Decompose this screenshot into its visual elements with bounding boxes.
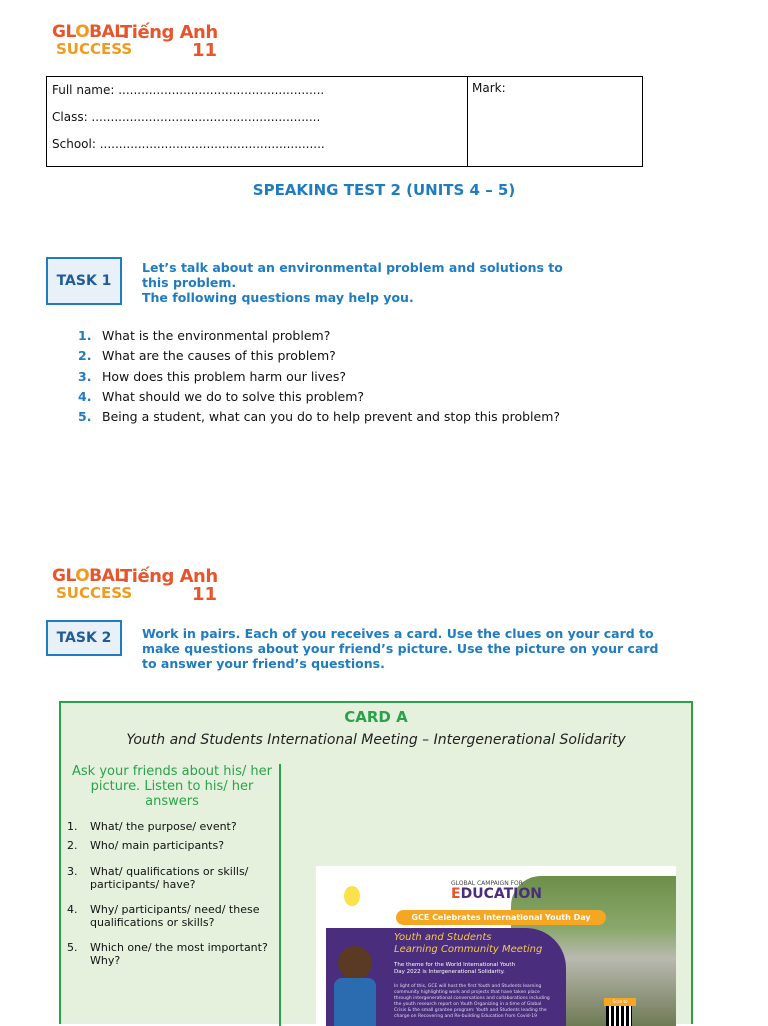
logo-product: Tiếng Anh bbox=[120, 22, 218, 43]
register-label: Scan to bbox=[604, 998, 636, 1006]
card-title: CARD A bbox=[344, 708, 408, 726]
mark-label: Mark: bbox=[472, 81, 506, 95]
card-clues-panel: Ask your friends about his/ her picture. Listen to his/ her answers 1. What/ the purpose/ event? 2. Who/ main participants? 3. What/ qualifications or skills/ participants/ have? 4. Why/ participants/ need/ these qualifications or skills? 5. Which one/ the most important? Why? bbox=[61, 764, 281, 1026]
logo-product: Tiếng Anh bbox=[120, 566, 218, 587]
task2-label: TASK 2 bbox=[46, 620, 122, 656]
poster-banner: GCE Celebrates International Youth Day bbox=[396, 910, 606, 925]
card-a bbox=[59, 701, 693, 1024]
list-item: 1. What is the environmental problem? bbox=[78, 328, 331, 343]
global-success-logo: GLOBAL SUCCESS Tiếng Anh 11 bbox=[52, 22, 218, 61]
logo-grade: 11 bbox=[192, 40, 218, 61]
education-logo: EDUCATION bbox=[451, 886, 542, 902]
card-subtitle: Youth and Students International Meeting – Intergenerational Solidarity bbox=[126, 732, 626, 748]
child-illustration bbox=[338, 946, 372, 980]
list-item: 5. Being a student, what can you do to help prevent and stop this problem? bbox=[78, 409, 561, 425]
ask-instruction: Ask your friends about his/ her picture. Listen to his/ her answers bbox=[72, 764, 272, 809]
class-field[interactable]: Class: ............................................................ bbox=[52, 110, 321, 124]
qr-code-icon bbox=[606, 1006, 632, 1026]
lightbulb-icon bbox=[344, 886, 360, 906]
school-field[interactable]: School: ........................................................... bbox=[52, 137, 325, 151]
event-poster-image: GLOBAL CAMPAIGN FOR EDUCATION GCE Celebrates International Youth Day Youth and Students Learning Community Meeting The theme for the World International Youth Day 2022 is Intergenerational Solidarity. In light of this, GCE will host the first Youth and Students learning community highlighting work and projects that have taken place through intergenerational conversations and collaborations including the youth research report on Youth Organizing in a time of Global Crisis & the small grantee program: Youth and Students leading the charge on Recovering and Re-building Education from Covid-19 Scan to bbox=[316, 866, 676, 1026]
task2-instruction: Work in pairs. Each of you receives a card. Use the clues on your card to make questions about your friend’s picture. Use the picture on your card to answer your friend’s questions. bbox=[142, 626, 659, 671]
list-item: 2. What are the causes of this problem? bbox=[78, 348, 336, 364]
child-body-illustration bbox=[334, 978, 376, 1026]
task1-label: TASK 1 bbox=[46, 257, 122, 305]
student-info-table bbox=[46, 76, 643, 167]
poster-heading: Youth and Students Learning Community Meeting bbox=[394, 932, 543, 955]
page-title: SPEAKING TEST 2 (UNITS 4 – 5) bbox=[252, 181, 516, 199]
list-item: 3. How does this problem harm our lives? bbox=[78, 368, 346, 384]
logo-grade: 11 bbox=[192, 584, 218, 605]
task1-instruction: Let’s talk about an environmental problem and solutions to this problem. The following questions may help you. bbox=[142, 260, 563, 305]
global-success-logo: GLOBAL SUCCESS Tiếng Anh 11 bbox=[52, 566, 218, 605]
list-item: 4. What should we do to solve this problem? bbox=[78, 388, 364, 404]
full-name-field[interactable]: Full name: ...................................................... bbox=[52, 83, 325, 97]
task1-questions bbox=[78, 326, 560, 427]
